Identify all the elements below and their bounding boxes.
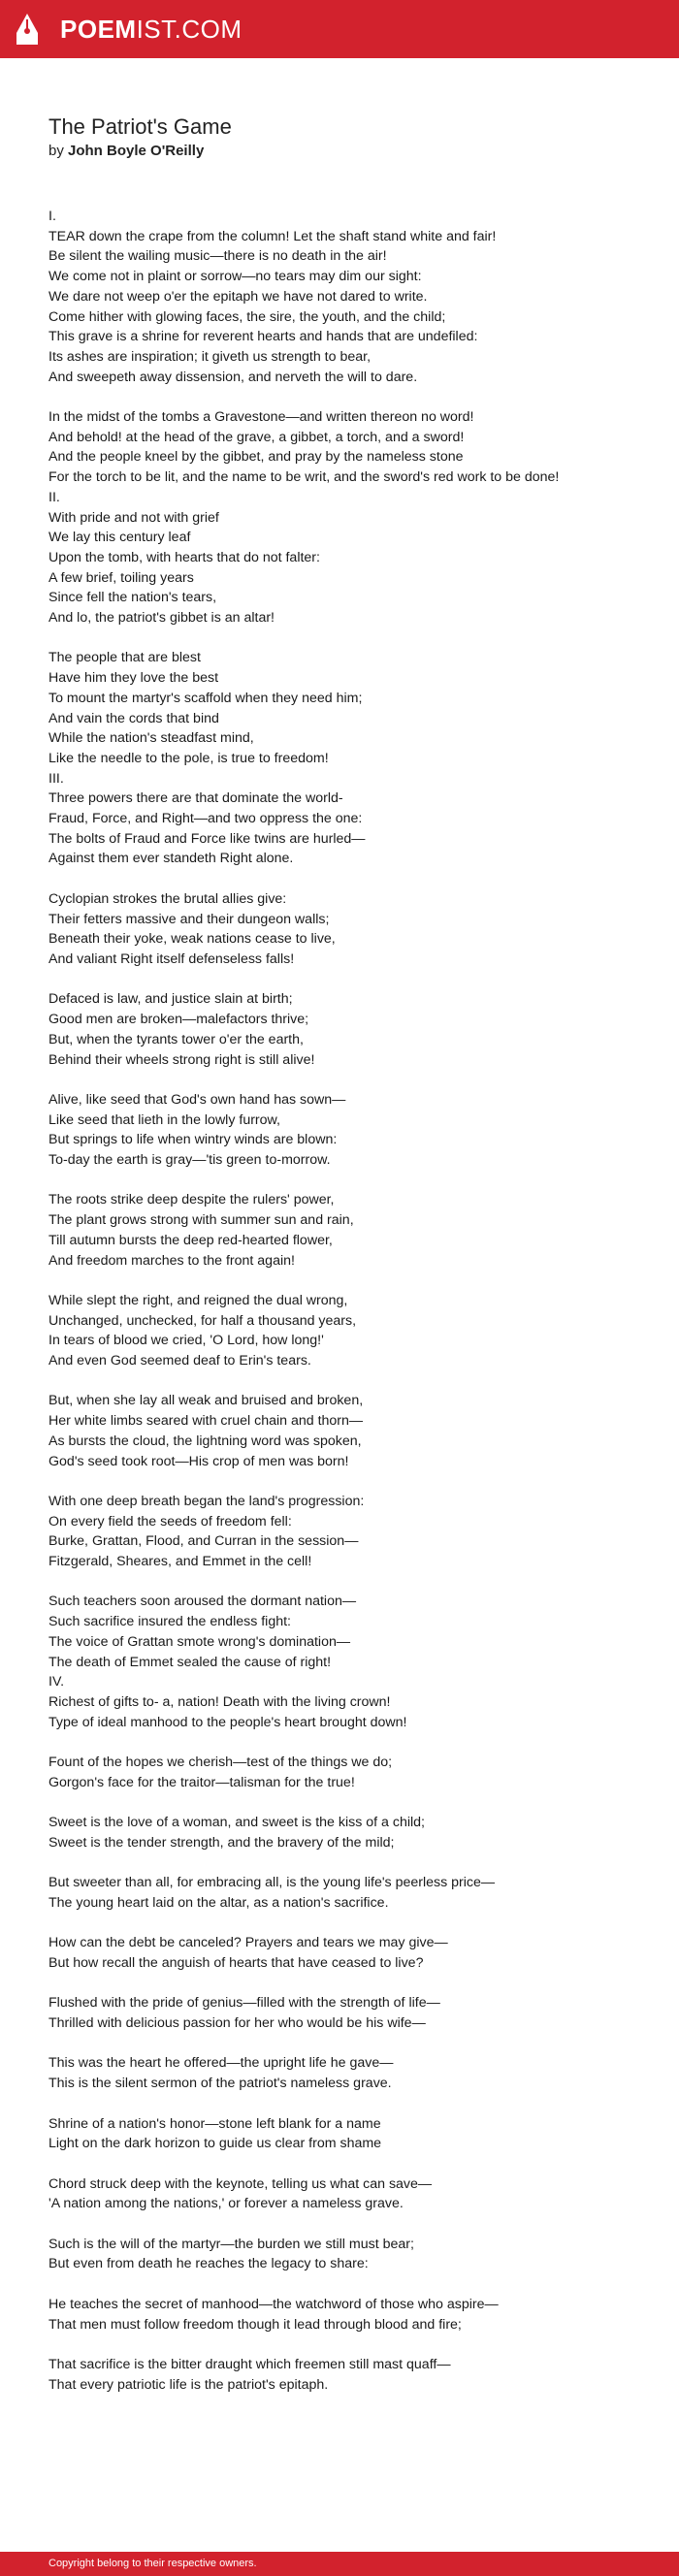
poem-line: Chord struck deep with the keynote, telling us what can save— [48, 2175, 433, 2192]
poem-line: For the torch to be lit, and the name to be writ, and the sword's red work to be done! [48, 469, 560, 486]
poem-line: And even God seemed deaf to Erin's tears. [48, 1353, 311, 1368]
poem-body [48, 207, 640, 2395]
poem-line: While the nation's steadfast mind, [48, 730, 254, 747]
poem-line: A few brief, toiling years [48, 569, 194, 586]
logo-light-text: IST.COM [136, 15, 242, 44]
poem-line: Cyclopian strokes the brutal allies give: [48, 890, 287, 907]
poem-line: But, when the tyrants tower o'er the earth, [48, 1031, 304, 1047]
poem-line: With one deep breath began the land's progression: [48, 1493, 365, 1509]
poem-line: Alive, like seed that God's own hand has sown— [48, 1091, 346, 1108]
poem-stanza [48, 869, 640, 889]
poem-line: Such is the will of the martyr—the burden we still must bear; [48, 2236, 414, 2252]
poem-line: He teaches the secret of manhood—the watchword of those who aspire— [48, 2296, 499, 2312]
poem-line: Burke, Grattan, Flood, and Curran in the session— [48, 1533, 359, 1550]
poem-line: And freedom marches to the front again! [48, 1252, 295, 1269]
poem-line: Upon the tomb, with hearts that do not falter: [48, 549, 320, 565]
poem-stanza [48, 2355, 640, 2395]
poem-line: But even from death he reaches the legacy to share: [48, 2256, 369, 2272]
poem-line: This is the silent sermon of the patriot's nameless grave. [48, 2076, 392, 2092]
poem-line: Till autumn bursts the deep red-hearted flower, [48, 1232, 333, 1248]
poem-line: The death of Emmet sealed the cause of right! [48, 1654, 332, 1670]
poem-line: Like the needle to the pole, is true to freedom! [48, 750, 329, 766]
poem-line: But springs to life when wintry winds are blown: [48, 1132, 338, 1148]
poem-stanza [48, 2114, 640, 2154]
poem-stanza [48, 628, 640, 649]
poem-line: The young heart laid on the altar, as a nation's sacrifice. [48, 1894, 389, 1911]
poem-line: This grave is a shrine for reverent hearts and hands that are undefiled: [48, 329, 478, 345]
poem-stanza [48, 1592, 640, 1732]
poem-stanza [48, 1933, 640, 1973]
poem-line: Such sacrifice insured the endless fight: [48, 1614, 291, 1630]
poem-stanza [48, 2053, 640, 2093]
copyright-text: Copyright belong to their respective owners. [48, 2558, 257, 2569]
poem-line: In tears of blood we cried, 'O Lord, how long!' [48, 1333, 324, 1349]
poem-stanza [48, 1873, 640, 1913]
poem-line: Such teachers soon aroused the dormant nation— [48, 1594, 357, 1610]
poem-line: The roots strike deep despite the rulers' power, [48, 1192, 335, 1208]
poem-author[interactable]: John Boyle O'Reilly [68, 143, 205, 159]
poem-line: But how recall the anguish of hearts that have ceased to live? [48, 1955, 424, 1971]
poem-stanza [48, 1732, 640, 1753]
poem-line: That men must follow freedom though it lead through blood and fire; [48, 2316, 462, 2333]
site-footer [0, 2552, 679, 2576]
poem-line: Be silent the wailing music—there is no death in the air! [48, 248, 387, 265]
poem-line: Have him they love the best [48, 670, 219, 687]
poem-line: While slept the right, and reigned the dual wrong, [48, 1292, 348, 1308]
poem-line: Against them ever standeth Right alone. [48, 851, 294, 867]
poem-line: Richest of gifts to- a, nation! Death with the living crown! [48, 1693, 391, 1710]
poem-line: Like seed that lieth in the lowly furrow, [48, 1111, 280, 1128]
poem-stanza [48, 1190, 640, 1271]
poem-line: TEAR down the crape from the column! Let the shaft stand white and fair! [48, 228, 497, 244]
poem-line: The bolts of Fraud and Force like twins are hurled— [48, 830, 366, 847]
poem-line: Sweet is the love of a woman, and sweet is the kiss of a child; [48, 1815, 425, 1831]
poem-line: Defaced is law, and justice slain at birth; [48, 991, 293, 1008]
poem-line: IV. [48, 1674, 65, 1690]
poem-line: And behold! at the head of the grave, a gibbet, a torch, and a sword! [48, 429, 465, 445]
poem-line: But sweeter than all, for embracing all, is the young life's peerless price— [48, 1875, 496, 1891]
poem-stanza [48, 1291, 640, 1371]
poem-line: Fraud, Force, and Right—and two oppress the one: [48, 811, 363, 827]
poem-line: With pride and not with grief [48, 509, 219, 526]
poem-content [48, 114, 640, 2415]
poem-stanza [48, 1813, 640, 1852]
poem-line: On every field the seeds of freedom fell: [48, 1513, 292, 1530]
poem-stanza [48, 2235, 640, 2274]
poem-line: Beneath their yoke, weak nations cease to live, [48, 931, 336, 948]
poem-line: Fitzgerald, Sheares, and Emmet in the cell! [48, 1554, 312, 1569]
poem-line: The plant grows strong with summer sun and rain, [48, 1212, 354, 1229]
poem-line: That sacrifice is the bitter draught which freemen still mast quaff— [48, 2356, 451, 2372]
poem-line: And lo, the patriot's gibbet is an altar! [48, 610, 275, 627]
by-label: by [48, 143, 64, 159]
poem-line: And vain the cords that bind [48, 710, 219, 726]
poem-line: Behind their wheels strong right is still alive! [48, 1051, 315, 1068]
poem-line: This was the heart he offered—the upright life he gave— [48, 2055, 394, 2072]
poem-stanza [48, 2174, 640, 2214]
poem-line: Flushed with the pride of genius—filled with the strength of life— [48, 1995, 440, 2012]
pen-nib-icon[interactable] [14, 12, 41, 47]
poem-stanza [48, 648, 640, 869]
poem-line: In the midst of the tombs a Gravestone—and written thereon no word! [48, 409, 474, 426]
poem-line: We dare not weep o'er the epitaph we have not dared to write. [48, 288, 428, 305]
poem-line: Unchanged, unchecked, for half a thousand years, [48, 1312, 357, 1329]
poem-line: II. [48, 489, 60, 505]
poem-line: Fount of the hopes we cherish—test of the things we do; [48, 1755, 393, 1771]
poem-line: Thrilled with delicious passion for her who would be his wife— [48, 2015, 426, 2032]
poem-stanza [48, 889, 640, 970]
poem-line: How can the debt be canceled? Prayers and tears we may give— [48, 1935, 448, 1951]
poem-line: The people that are blest [48, 650, 201, 666]
poem-line: Good men are broken—malefactors thrive; [48, 1012, 309, 1028]
poem-line: III. [48, 770, 64, 787]
poem-line: We lay this century leaf [48, 530, 191, 546]
poem-line: Her white limbs seared with cruel chain and thorn— [48, 1413, 364, 1430]
poem-line [48, 1732, 640, 1753]
poem-stanza [48, 2295, 640, 2334]
poem-stanza [48, 1993, 640, 2033]
poem-stanza [48, 1391, 640, 1471]
poem-line: Light on the dark horizon to guide us clear from shame [48, 2136, 382, 2152]
poem-line [48, 628, 640, 649]
poem-line: Come hither with glowing faces, the sire, the youth, and the child; [48, 308, 446, 325]
poem-stanza [48, 1492, 640, 1572]
poem-line: Sweet is the tender strength, and the bravery of the mild; [48, 1834, 395, 1851]
poem-byline [48, 142, 640, 161]
poem-line: Gorgon's face for the traitor—talisman for the true! [48, 1774, 355, 1790]
poem-stanza [48, 1090, 640, 1171]
poem-line: God's seed took root—His crop of men was born! [48, 1453, 349, 1469]
poem-line: And the people kneel by the gibbet, and pray by the nameless stone [48, 449, 464, 466]
poem-line: We come not in plaint or sorrow—no tears may dim our sight: [48, 269, 422, 285]
logo-bold-text: POEM [60, 15, 137, 44]
poem-stanza [48, 407, 640, 628]
site-header [0, 0, 679, 58]
poem-line: To mount the martyr's scaffold when they need him; [48, 690, 363, 706]
poem-title: The Patriot's Game [48, 114, 232, 139]
poem-line: I. [48, 209, 56, 224]
poem-line: As bursts the cloud, the lightning word was spoken, [48, 1433, 362, 1449]
poem-line: Their fetters massive and their dungeon walls; [48, 911, 330, 927]
poem-line: To-day the earth is gray—'tis green to-morrow. [48, 1152, 331, 1168]
poem-stanza [48, 207, 640, 387]
poem-line: Type of ideal manhood to the people's heart brought down! [48, 1714, 407, 1730]
poem-line [48, 869, 640, 889]
poem-line: Three powers there are that dominate the world- [48, 790, 343, 807]
poem-stanza [48, 1753, 640, 1792]
poem-line: Since fell the nation's tears, [48, 590, 217, 606]
poem-line: Its ashes are inspiration; it giveth us strength to bear, [48, 348, 372, 365]
poem-line: Shrine of a nation's honor—stone left blank for a name [48, 2115, 381, 2132]
poem-line: And sweepeth away dissension, and nerveth the will to dare. [48, 369, 418, 385]
poem-line: That every patriotic life is the patriot's epitaph. [48, 2376, 329, 2393]
site-logo[interactable] [60, 14, 242, 45]
poem-line: But, when she lay all weak and bruised and broken, [48, 1393, 364, 1409]
poem-stanza [48, 989, 640, 1070]
poem-line: The voice of Grattan smote wrong's domination— [48, 1633, 351, 1650]
poem-line: And valiant Right itself defenseless falls! [48, 951, 295, 967]
poem-line: 'A nation among the nations,' or forever a nameless grave. [48, 2196, 404, 2212]
